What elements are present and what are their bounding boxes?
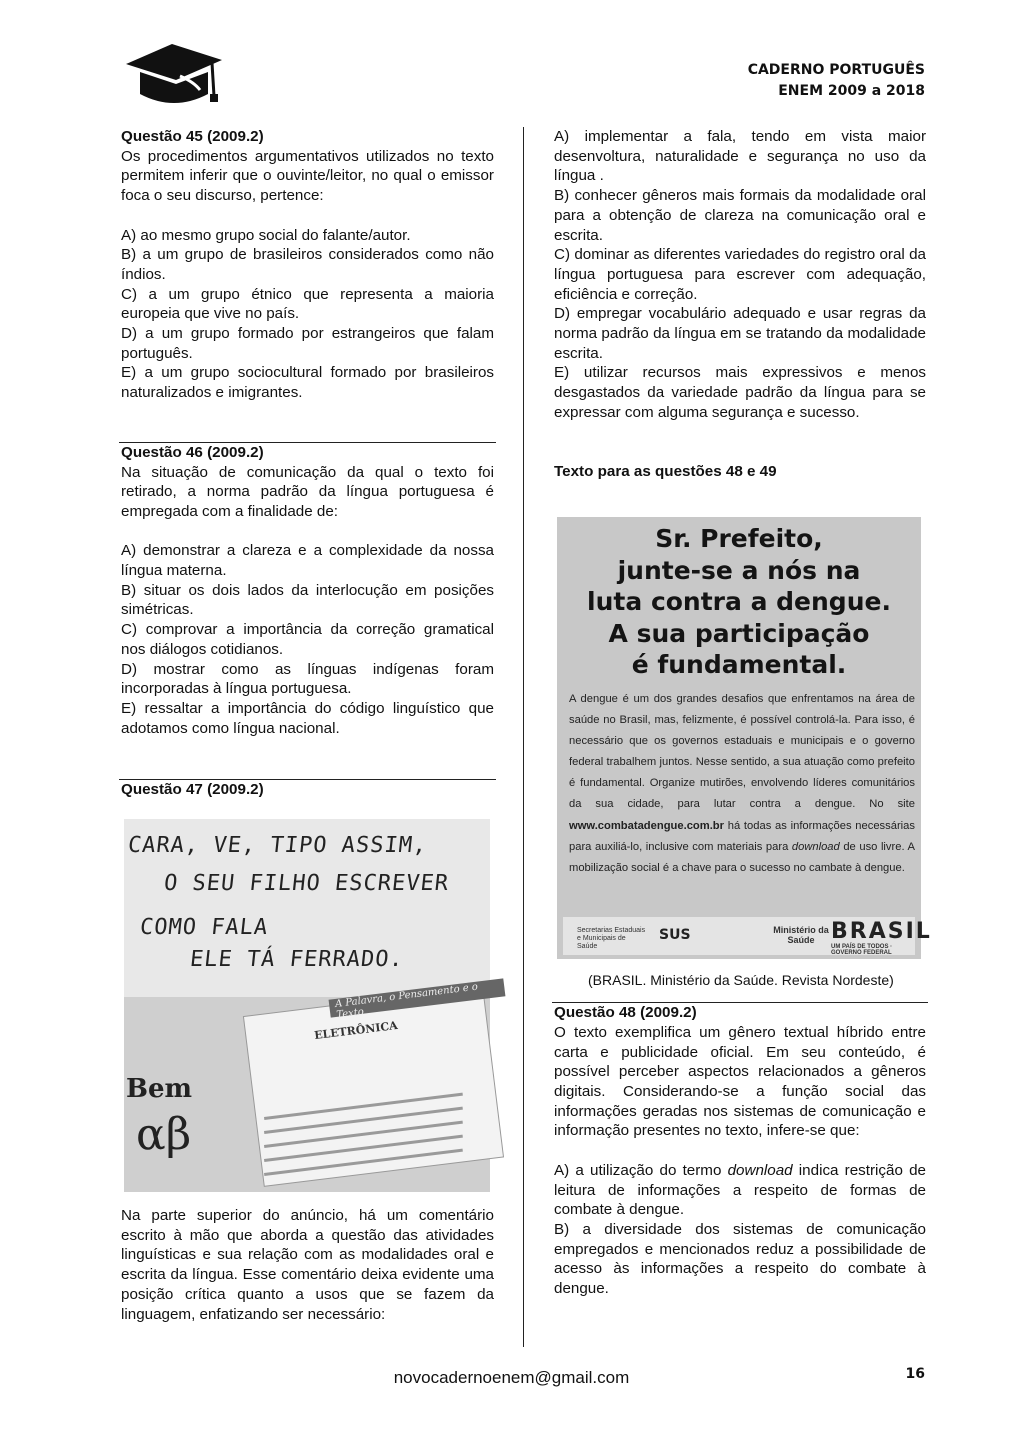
ad-footer-logos (563, 917, 932, 956)
download-term: download (727, 1161, 793, 1179)
question-47-stem: Na parte superior do anúncio, há um comentário escrito à mão que aborda a questão das atividades linguísticas e sua relação com as modalidades oral e escrita da língua. Esse comentário deixa evidente uma posição crítica quanto a usos que se fazem da linguagem, enfatizando ser necessário: (121, 1207, 494, 1323)
question-46-option-c: C) comprovar a importância da correção gramatical nos diálogos cotidianos. (121, 621, 494, 658)
graduation-cap-icon (124, 38, 224, 106)
magazine-logo: ELETRÔNICA (313, 1018, 399, 1043)
secretarias-logo: Secretarias Estaduais e Municipais de Saúde (577, 927, 646, 950)
page-number: 16 (905, 1366, 925, 1382)
ministerio-logo: Ministério da Saúde (773, 925, 829, 945)
question-46-title: Questão 46 (2009.2) (121, 443, 264, 461)
handwritten-line-2: O SEU FILHO ESCREVER (162, 871, 451, 896)
governo-federal-text: UM PAÍS DE TODOS · GOVERNO FEDERAL (831, 944, 893, 956)
question-46-stem: Na situação de comunicação da qual o texto foi retirado, a norma padrão da língua portuguesa é empregada com a finalidade de: (121, 463, 494, 520)
question-48-option-a: A) a utilização do termo download indica restrição de leitura de informações a respeito de formas de combate à dengue. (554, 1161, 926, 1219)
question-48-option-b: B) a diversidade dos sistemas de comunicação empregados e mencionados reduz a possibilidade de acesso às informações a respeito do combate à dengue. (554, 1220, 926, 1298)
magazine-alpha-beta: αβ (136, 1109, 192, 1160)
ad-caption: (BRASIL. Ministério da Saúde. Revista Nordeste) (588, 972, 894, 988)
ad-site-url: www.combatadengue.com.br (569, 819, 724, 832)
question-46-option-b: B) situar os dois lados da interlocução em posições simétricas. (121, 581, 494, 619)
handwritten-line-3: COMO FALA (138, 915, 270, 940)
question-47-option-a: A) implementar a fala, tendo em vista maior desenvoltura, naturalidade e segurança no uso da língua . (554, 128, 926, 185)
ad-headline: Sr. Prefeito, junte-se a nós na luta contra a dengue. A sua participação é fundamental. (587, 524, 891, 679)
question-47-option-b: B) conhecer gêneros mais formais da modalidade oral para a obtenção de clareza na comunicação oral e escrita. (554, 187, 926, 244)
handwritten-line-1: CARA, VE, TIPO ASSIM, (126, 833, 429, 858)
column-divider (523, 127, 524, 1347)
question-48-stem: O texto exemplifica um gênero textual híbrido entre carta e publicidade oficial. Em seu conteúdo, é possível perceber aspectos relacionados a gêneros digitais. Considerando-se a função social das informações geradas nos sistemas de comunicação e informação presentes no texto, infere-se que: (554, 1023, 926, 1140)
header-title (748, 60, 925, 102)
question-45-title: Questão 45 (2009.2) (121, 128, 264, 145)
brasil-logo: BRASIL (831, 919, 932, 944)
question-47-option-d: D) empregar vocabulário adequado e usar regras da norma padrão da língua em se tratando da modalidade escrita. (554, 305, 926, 362)
question-45-option-e: E) a um grupo sociocultural formado por brasileiros naturalizados e imigrantes. (121, 364, 494, 402)
magazine-bem-text: Bem (126, 1074, 193, 1104)
dengue-advertisement (557, 517, 932, 959)
handwritten-line-4: ELE TÁ FERRADO. (188, 947, 406, 972)
question-47-title: Questão 47 (2009.2) (121, 781, 264, 799)
header-title-line2: ENEM 2009 a 2018 (778, 83, 925, 99)
magazine-banner: A Palavra, o Pensamento e o Texto (329, 978, 506, 1017)
texto-title: Texto para as questões 48 e 49 (554, 462, 777, 480)
question-45-option-c: C) a um grupo étnico que representa a maioria europeia que vive no país. (121, 285, 494, 323)
question-45-stem: Os procedimentos argumentativos utilizados no texto permitem inferir que o ouvinte/leitor, no qual o emissor foca o seu discurso, pertence: (121, 147, 494, 205)
question-47-image (124, 819, 490, 1192)
question-47-option-e: E) utilizar recursos mais expressivos e menos desgastados da variedade padrão da língua para se expressar com alguma segurança e sucesso. (554, 364, 926, 421)
sus-logo: SUS (659, 927, 691, 943)
question-46-option-e: E) ressaltar a importância do código linguístico que adotamos como língua nacional. (121, 699, 494, 737)
question-45-option-d: D) a um grupo formado por estrangeiros que falam português. (121, 325, 494, 362)
question-47-option-c: C) dominar as diferentes variedades do registro oral da língua portuguesa para escrever com adequação, eficiência e correção. (554, 246, 926, 303)
question-46-option-a: A) demonstrar a clareza e a complexidade da nossa língua materna. (121, 542, 494, 580)
question-45-option-a: A) ao mesmo grupo social do falante/autor. (121, 226, 411, 244)
question-45-option-b: B) a um grupo de brasileiros considerados como não índios. (121, 246, 494, 283)
question-48-title: Questão 48 (2009.2) (554, 1004, 697, 1022)
footer-email: novocadernoenem@gmail.com (393, 1368, 630, 1387)
question-46-option-d: D) mostrar como as línguas indígenas foram incorporadas à língua portuguesa. (121, 660, 494, 698)
ad-body-text: A dengue é um dos grandes desafios que enfrentamos na área de saúde no Brasil, mas, felizmente, é possível controlá-la. Para isso, é necessário que os governos estaduais e municipais e o governo federal trabalhem juntos. Nesse sentido, a sua atuação como prefeito é fundamental. Organize mutirões, envolvendo líderes comunitários da sua cidade, para lutar contra a dengue. No site www.combatadengue.com.br há todas as informações necessárias para auxiliá-lo, inclusive com materiais para download de uso livre. A mobilização social é a chave para o sucesso no cambate à dengue. (569, 693, 915, 874)
header-title-line1: CADERNO PORTUGUÊS (747, 62, 925, 78)
